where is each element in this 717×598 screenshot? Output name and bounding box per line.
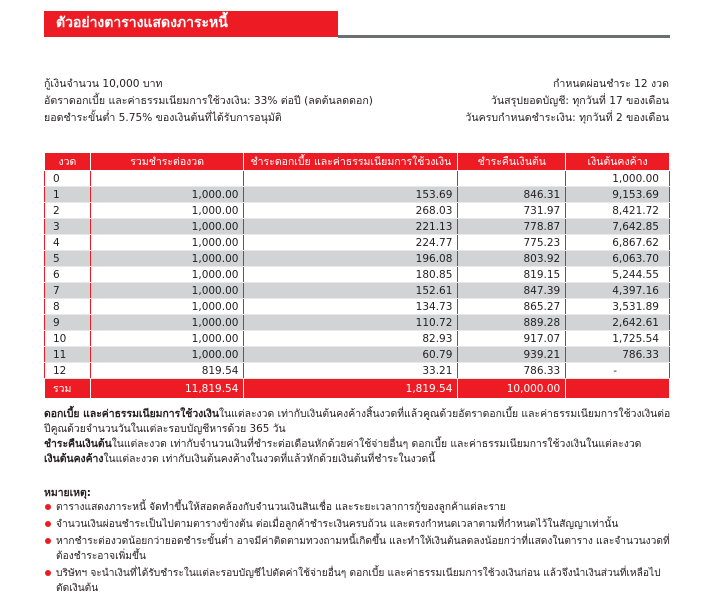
bullet-icon [45, 538, 51, 544]
notes-title: หมายเหตุ: [44, 487, 91, 499]
cell-total-payment: 1,000.00 [90, 203, 244, 219]
title-underline [338, 35, 670, 38]
cell-principal-paid: 865.27 [458, 299, 566, 315]
table-row [45, 363, 670, 379]
cell-total-payment: 1,000.00 [90, 267, 244, 283]
cell-total-payment: 819.54 [90, 363, 244, 379]
cell-period: 2 [45, 203, 91, 219]
total-cell-principal-paid: 10,000.00 [458, 379, 566, 399]
definition-item [44, 407, 672, 437]
table-row [45, 267, 670, 283]
cell-period: 1 [45, 187, 91, 203]
cell-principal-paid: 778.87 [458, 219, 566, 235]
cell-principal-paid: 786.33 [458, 363, 566, 379]
definition-term: ชำระคืนเงินต้น [44, 438, 112, 450]
cell-period: 11 [45, 347, 91, 363]
cell-outstanding-principal: 9,153.69 [566, 187, 670, 203]
table-row [45, 315, 670, 331]
cell-interest-fee [244, 171, 458, 187]
bullet-icon [45, 504, 51, 510]
note-text: หากชำระต่องวดน้อยกว่ายอดชำระขั้นต่ำ อาจมีค่าติดตามทวงถามหนี้เกิดขึ้น และทำให้เงินต้นลดลงน้อยกว่าที่แสดงในตาราง และจำนวนงวดที่ต้องชำระอาจเพิ่มขึ้น [56, 536, 670, 562]
definition-term: เงินต้นคงค้าง [44, 453, 104, 465]
cell-total-payment: 1,000.00 [90, 299, 244, 315]
cell-outstanding-principal: 8,421.72 [566, 203, 670, 219]
cell-interest-fee: 224.77 [244, 235, 458, 251]
cell-period: 5 [45, 251, 91, 267]
cell-total-payment: 1,000.00 [90, 251, 244, 267]
definition-item [44, 452, 672, 467]
cell-total-payment: 1,000.00 [90, 315, 244, 331]
bullet-icon [45, 521, 51, 527]
loan-info-left [44, 76, 373, 127]
cell-interest-fee: 180.85 [244, 267, 458, 283]
note-text: จำนวนเงินผ่อนชำระเป็นไปตามตารางข้างต้น ต่อเมื่อลูกค้าชำระเงินครบถ้วน และตรงกำหนดเวลาตามที่กำหนดไว้ในสัญญาเท่านั้น [56, 519, 619, 530]
cell-period: 6 [45, 267, 91, 283]
notes-list [44, 500, 672, 598]
cell-outstanding-principal: 786.33 [566, 347, 670, 363]
cell-outstanding-principal: - [566, 363, 670, 379]
header-period: งวด [45, 153, 91, 171]
cell-interest-fee: 268.03 [244, 203, 458, 219]
cell-period: 12 [45, 363, 91, 379]
definition-text: ในแต่ละงวด เท่ากับจำนวนเงินที่ชำระต่อเดือนหักด้วยค่าใช้จ่ายอื่นๆ ดอกเบี้ย และค่าธรรมเนียมการใช้วงเงินในแต่ละงวด [111, 438, 642, 450]
loan-info-right [465, 76, 669, 127]
due-date: วันครบกำหนดชำระเงิน: ทุกวันที่ 2 ของเดือน [465, 112, 669, 124]
cell-principal-paid: 819.15 [458, 267, 566, 283]
note-item [44, 566, 672, 596]
interest-rate: อัตราดอกเบี้ย และค่าธรรมเนียมการใช้วงเงิน: 33% ต่อปี (ลดต้นลดดอก) [44, 95, 373, 107]
note-text: ตารางแสดงภาระหนี้ จัดทำขึ้นให้สอดคล้องกับจำนวนเงินสินเชื่อ และระยะเวลาการกู้ของลูกค้าแต่ละราย [56, 502, 506, 513]
cell-interest-fee: 134.73 [244, 299, 458, 315]
cell-total-payment: 1,000.00 [90, 187, 244, 203]
cell-outstanding-principal: 1,000.00 [566, 171, 670, 187]
cell-interest-fee: 153.69 [244, 187, 458, 203]
installment-count: กำหนดผ่อนชำระ 12 งวด [552, 78, 669, 90]
header-outstanding-principal: เงินต้นคงค้าง [566, 153, 670, 171]
note-item [44, 534, 672, 564]
table-row [45, 299, 670, 315]
cell-outstanding-principal: 6,867.62 [566, 235, 670, 251]
cell-total-payment: 1,000.00 [90, 283, 244, 299]
table-row [45, 235, 670, 251]
note-item [44, 517, 672, 532]
cell-interest-fee: 60.79 [244, 347, 458, 363]
cell-principal-paid: 917.07 [458, 331, 566, 347]
cell-interest-fee: 110.72 [244, 315, 458, 331]
debt-schedule-table [44, 152, 670, 398]
cell-interest-fee: 196.08 [244, 251, 458, 267]
note-item [44, 500, 672, 515]
table-row [45, 347, 670, 363]
cell-principal-paid: 775.23 [458, 235, 566, 251]
cell-period: 9 [45, 315, 91, 331]
cell-principal-paid: 847.39 [458, 283, 566, 299]
table-row [45, 171, 670, 187]
cell-total-payment [90, 171, 244, 187]
cell-interest-fee: 33.21 [244, 363, 458, 379]
table-row [45, 219, 670, 235]
cell-outstanding-principal: 3,531.89 [566, 299, 670, 315]
cell-outstanding-principal: 6,063.70 [566, 251, 670, 267]
cell-outstanding-principal: 4,397.16 [566, 283, 670, 299]
table-row [45, 331, 670, 347]
cell-period: 3 [45, 219, 91, 235]
definition-term: ดอกเบี้ย และค่าธรรมเนียมการใช้วงเงิน [44, 408, 219, 420]
cell-principal-paid: 889.28 [458, 315, 566, 331]
cell-total-payment: 1,000.00 [90, 331, 244, 347]
page-title: ตัวอย่างตารางแสดงภาระหนี้ [56, 15, 228, 31]
cell-principal-paid: 939.21 [458, 347, 566, 363]
cell-period: 7 [45, 283, 91, 299]
table-header-row [45, 153, 670, 171]
table-row [45, 187, 670, 203]
cell-period: 0 [45, 171, 91, 187]
cell-principal-paid: 803.92 [458, 251, 566, 267]
cell-interest-fee: 82.93 [244, 331, 458, 347]
cell-interest-fee: 221.13 [244, 219, 458, 235]
header-total-payment: รวมชำระต่องวด [90, 153, 244, 171]
cell-outstanding-principal: 1,725.54 [566, 331, 670, 347]
bullet-icon [45, 570, 51, 576]
header-interest-fee: ชำระดอกเบี้ย และค่าธรรมเนียมการใช้วงเงิน [244, 153, 458, 171]
cell-interest-fee: 152.61 [244, 283, 458, 299]
statement-date: วันสรุปยอดบัญชี: ทุกวันที่ 17 ของเดือน [490, 95, 669, 107]
cell-outstanding-principal: 7,642.85 [566, 219, 670, 235]
table-row [45, 251, 670, 267]
header-principal-paid: ชำระคืนเงินต้น [458, 153, 566, 171]
cell-outstanding-principal: 2,642.61 [566, 315, 670, 331]
table-total-row [45, 379, 670, 399]
table-row [45, 283, 670, 299]
cell-principal-paid: 731.97 [458, 203, 566, 219]
definition-text: ในแต่ละงวด เท่ากับเงินต้นคงค้างสิ้นงวดที่แล้วคูณด้วยอัตราดอกเบี้ย และค่าธรรมเนียมการใช้วงเงินต่อปีคูณด้วยจำนวนวันในแต่ละรอบบัญชีหารด้วย 365 วัน [44, 408, 671, 435]
definitions [44, 407, 672, 467]
cell-period: 4 [45, 235, 91, 251]
cell-principal-paid [458, 171, 566, 187]
cell-total-payment: 1,000.00 [90, 219, 244, 235]
total-cell-period: รวม [45, 379, 91, 399]
total-cell-outstanding-principal [566, 379, 670, 399]
total-cell-total-payment: 11,819.54 [90, 379, 244, 399]
minimum-payment: ยอดชำระขั้นต่ำ 5.75% ของเงินต้นที่ได้รับการอนุมัติ [44, 112, 282, 124]
loan-amount: กู้เงินจำนวน 10,000 บาท [44, 78, 163, 90]
definition-text: ในแต่ละงวด เท่ากับเงินต้นคงค้างในงวดที่แล้วหักด้วยเงินต้นที่ชำระในงวดนี้ [103, 453, 436, 465]
cell-outstanding-principal: 5,244.55 [566, 267, 670, 283]
cell-principal-paid: 846.31 [458, 187, 566, 203]
cell-total-payment: 1,000.00 [90, 347, 244, 363]
cell-total-payment: 1,000.00 [90, 235, 244, 251]
cell-period: 10 [45, 331, 91, 347]
cell-period: 8 [45, 299, 91, 315]
note-text: บริษัทฯ จะนำเงินที่ได้รับชำระในแต่ละรอบบัญชีไปตัดค่าใช้จ่ายอื่นๆ ดอกเบี้ย และค่าธรรมเนียมการใช้วงเงินก่อน แล้วจึงนำเงินส่วนที่เหลือไปตัดเงินต้น [56, 568, 661, 594]
table-row [45, 203, 670, 219]
definition-item [44, 437, 672, 452]
total-cell-interest-fee: 1,819.54 [244, 379, 458, 399]
